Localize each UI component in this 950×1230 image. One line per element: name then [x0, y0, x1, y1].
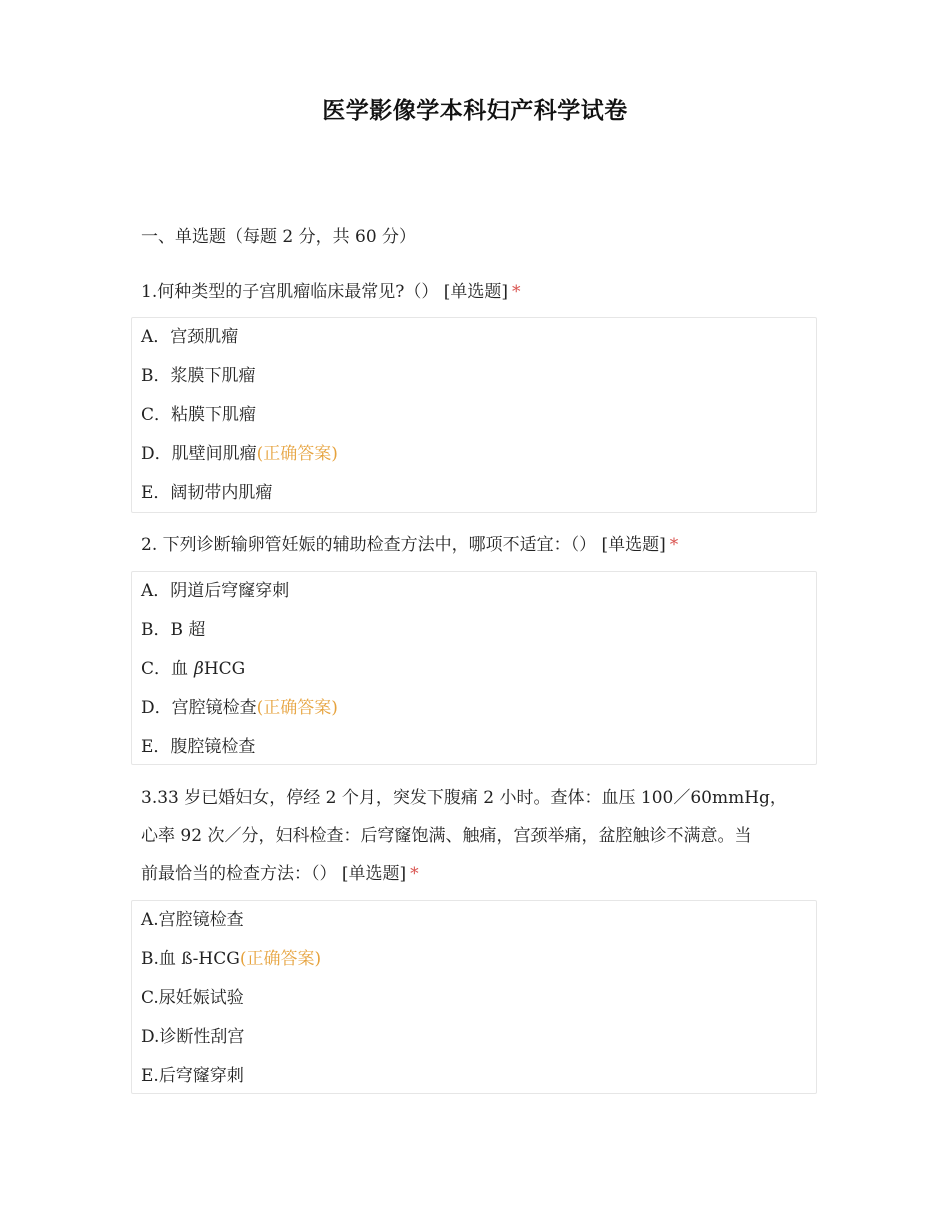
question-text-line-1: 3.33 岁已婚妇女，停经 2 个月，突发下腹痛 2 小时。查体：血压 100／60mmHg， — [141, 788, 787, 808]
question-1 — [141, 273, 821, 311]
option-c[interactable]: C.尿妊娠试验 — [141, 988, 244, 1008]
question-text: 1.何种类型的子宫肌瘤临床最常见?（） [单选题] — [141, 282, 509, 302]
question-2 — [141, 526, 821, 564]
question-text: 2. 下列诊断输卵管妊娠的辅助检查方法中，哪项不适宜：（） [单选题] — [141, 535, 666, 555]
section-heading: 一、单选题（每题 2 分，共 60 分） — [141, 227, 417, 247]
option-c[interactable]: C．粘膜下肌瘤 — [141, 405, 257, 425]
option-b[interactable]: B.血 ß-HCG(正确答案) — [141, 949, 322, 969]
option-d[interactable]: D．肌壁间肌瘤(正确答案) — [141, 444, 338, 464]
option-a[interactable]: A.宫腔镜检查 — [141, 910, 244, 930]
option-b[interactable]: B．B 超 — [141, 620, 206, 640]
option-a[interactable]: A．阴道后穹窿穿刺 — [141, 581, 290, 601]
option-list-1 — [131, 317, 817, 513]
page-title: 医学影像学本科妇产科学试卷 — [322, 98, 628, 124]
option-a[interactable]: A．宫颈肌瘤 — [141, 327, 239, 347]
option-e[interactable]: E．腹腔镜检查 — [141, 737, 256, 757]
correct-answer-tag: (正确答案) — [256, 698, 338, 718]
beta-symbol: β — [194, 659, 204, 679]
required-mark: * — [512, 282, 521, 302]
question-text-line-2: 心率 92 次／分，妇科检查：后穹窿饱满、触痛，宫颈举痛，盆腔触诊不满意。当 — [141, 826, 752, 846]
required-mark: * — [669, 535, 679, 555]
option-b[interactable]: B．浆膜下肌瘤 — [141, 366, 256, 386]
option-e[interactable]: E．阔韧带内肌瘤 — [141, 483, 273, 503]
option-list-3 — [131, 900, 817, 1094]
option-d[interactable]: D.诊断性刮宫 — [141, 1027, 245, 1047]
option-e[interactable]: E.后穹窿穿刺 — [141, 1066, 244, 1086]
required-mark: * — [410, 864, 419, 884]
option-c[interactable]: C．血 βHCG — [141, 659, 246, 679]
option-d[interactable]: D．宫腔镜检查(正确答案) — [141, 698, 338, 718]
option-list-2 — [131, 571, 817, 765]
question-text-line-3: 前最恰当的检查方法：（） [单选题] — [141, 864, 407, 884]
correct-answer-tag: (正确答案) — [256, 444, 338, 464]
question-3 — [141, 779, 821, 893]
correct-answer-tag: (正确答案) — [239, 949, 322, 969]
